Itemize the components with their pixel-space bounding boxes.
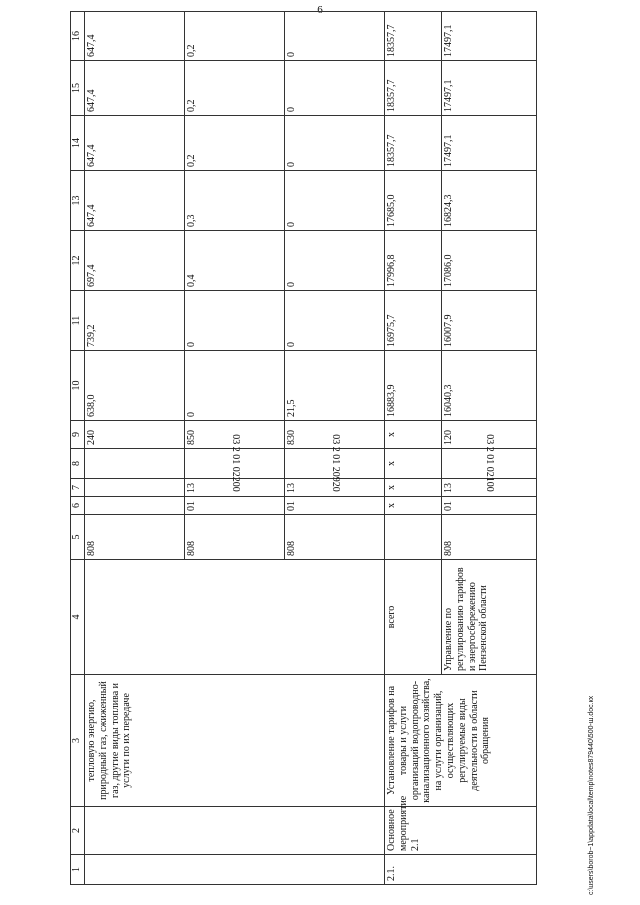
cell-2015: 16007,9	[442, 291, 537, 351]
cell-2020: 0,2	[185, 12, 285, 61]
cell-executor: Управление по регулированию тарифов и энергосбережению Пензенской области	[442, 560, 537, 675]
cell-executor	[85, 560, 385, 675]
header-cell: 4	[71, 560, 85, 675]
cell-2015: 0	[285, 291, 385, 351]
cell-2014: 21,5	[285, 351, 385, 421]
cell-2014: 16040,3	[442, 351, 537, 421]
cell-rz: x	[385, 497, 442, 515]
cell-2014: 638,0	[85, 351, 185, 421]
header-cell: 12	[71, 231, 85, 291]
cell-2020: 0	[285, 12, 385, 61]
cell-name: Основное мероприятие 2.1	[385, 807, 537, 855]
cell-2017: 0	[285, 171, 385, 231]
cell-vr: 830	[285, 421, 385, 449]
header-cell: 16	[71, 12, 85, 61]
cell-csr: 03 2 01 02200	[185, 449, 285, 479]
cell-2019: 18357,7	[385, 61, 442, 116]
cell-description: тепловую энергию, природный газ, сжиженный газ, другие виды топлива и услуги по их передаче	[85, 675, 385, 807]
cell-grbs: 808	[85, 515, 185, 560]
cell-pr: 13	[285, 479, 385, 497]
cell-2017: 0,3	[185, 171, 285, 231]
cell-grbs: 808	[442, 515, 537, 560]
header-cell: 13	[71, 171, 85, 231]
cell-csr	[85, 449, 185, 479]
cell-csr: 03 2 01 20920	[285, 449, 385, 479]
cell-2014: 0	[185, 351, 285, 421]
header-cell: 15	[71, 61, 85, 116]
cell-executor: всего	[385, 560, 442, 675]
cell-2018: 18357,7	[385, 116, 442, 171]
table-row	[85, 12, 185, 885]
cell-2016: 17086,0	[442, 231, 537, 291]
cell-2019: 0	[285, 61, 385, 116]
header-cell: 1	[71, 855, 85, 885]
cell-rz: 01	[442, 497, 537, 515]
file-path-footer: c:\users\borob~1\appdata\local\temp\notes879440\500-ш.doc.кх	[588, 695, 595, 895]
cell-2016: 0	[285, 231, 385, 291]
header-cell: 9	[71, 421, 85, 449]
cell-grbs: 808	[185, 515, 285, 560]
cell-rz	[85, 497, 185, 515]
cell-vr: 120	[442, 421, 537, 449]
cell-2016: 0,4	[185, 231, 285, 291]
cell-2017: 17685,0	[385, 171, 442, 231]
cell-2018: 0	[285, 116, 385, 171]
page-number: 6	[317, 4, 323, 16]
cell-2020: 18357,7	[385, 12, 442, 61]
header-cell: 14	[71, 116, 85, 171]
cell-2019: 17497,1	[442, 61, 537, 116]
header-cell: 8	[71, 449, 85, 479]
cell-grbs: 808	[285, 515, 385, 560]
rotated-table-container	[70, 12, 590, 885]
cell-2018: 0,2	[185, 116, 285, 171]
cell-2020: 647,4	[85, 12, 185, 61]
cell-csr: x	[385, 449, 442, 479]
cell-2019: 0,2	[185, 61, 285, 116]
header-cell: 10	[71, 351, 85, 421]
header-cell: 6	[71, 497, 85, 515]
header-cell: 7	[71, 479, 85, 497]
header-cell: 2	[71, 807, 85, 855]
cell-2015: 16975,7	[385, 291, 442, 351]
cell-2017: 647,4	[85, 171, 185, 231]
cell-2015: 0	[185, 291, 285, 351]
cell-pr: x	[385, 479, 442, 497]
cell-num	[85, 855, 385, 885]
cell-2019: 647,4	[85, 61, 185, 116]
cell-2020: 17497,1	[442, 12, 537, 61]
cell-csr: 03 2 01 02100	[442, 449, 537, 479]
header-cell: 3	[71, 675, 85, 807]
cell-rz: 01	[285, 497, 385, 515]
cell-grbs	[385, 515, 442, 560]
header-cell: 5	[71, 515, 85, 560]
cell-pr: 13	[442, 479, 537, 497]
cell-2018: 17497,1	[442, 116, 537, 171]
cell-2016: 697,4	[85, 231, 185, 291]
cell-2018: 647,4	[85, 116, 185, 171]
cell-2015: 739,2	[85, 291, 185, 351]
cell-description: Установление тарифов на товары и услуги организаций водопроводно-канализационного хозяйства, на услуги организаций, осуществляющих регулируемые виды деятельности в области обращения	[385, 675, 537, 807]
cell-pr	[85, 479, 185, 497]
program-budget-table	[70, 11, 537, 885]
cell-name	[85, 807, 385, 855]
column-number-row	[71, 12, 85, 885]
cell-rz: 01	[185, 497, 285, 515]
cell-vr: 850	[185, 421, 285, 449]
cell-num: 2.1.	[385, 855, 537, 885]
header-cell: 11	[71, 291, 85, 351]
cell-vr: 240	[85, 421, 185, 449]
cell-2017: 16824,3	[442, 171, 537, 231]
cell-2016: 17996,8	[385, 231, 442, 291]
table-row	[385, 12, 442, 885]
cell-2014: 16883,9	[385, 351, 442, 421]
cell-pr: 13	[185, 479, 285, 497]
cell-vr: x	[385, 421, 442, 449]
